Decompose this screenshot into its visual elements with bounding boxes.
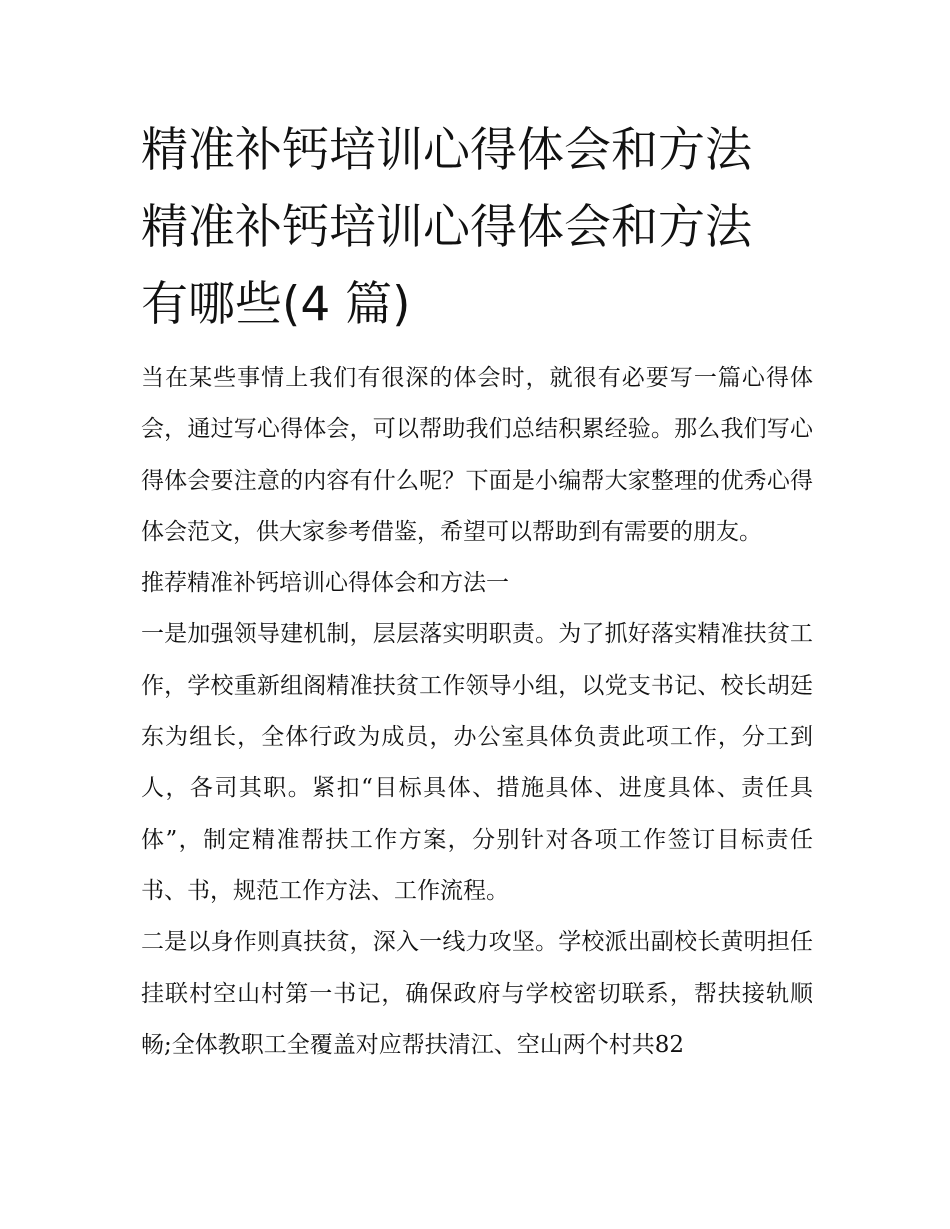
document-content [141, 112, 813, 1071]
title-line-1: 精准补钙培训心得体会和方法 [141, 123, 752, 178]
intro-paragraph: 当在某些事情上我们有很深的体会时，就很有必要写一篇心得体会，通过写心得体会，可以帮助我们总结积累经验。那么我们写心得体会要注意的内容有什么呢？下面是小编帮大家整理的优秀心得体会范文，供大家参考借鉴，希望可以帮助到有需要的朋友。 [141, 365, 813, 545]
title-line-2: 精准补钙培训心得体会和方法 [141, 200, 752, 255]
body-paragraph-2: 二是以身作则真扶贫，深入一线力攻坚。学校派出副校长黄明担任挂联村空山村第一书记，确保政府与学校密切联系，帮扶接轨顺畅;全体教职工全覆盖对应帮扶清江、空山两个村共82 [141, 929, 813, 1058]
document-title [141, 112, 813, 343]
document-body [141, 353, 813, 1071]
section-heading: 推荐精准补钙培训心得体会和方法一 [141, 570, 509, 597]
body-paragraph-1: 一是加强领导建机制，层层落实明职责。为了抓好落实精准扶贫工作，学校重新组阁精准扶贫工作领导小组，以党支书记、校长胡廷东为组长，全体行政为成员，办公室具体负责此项工作，分工到人，各司其职。紧扣“目标具体、措施具体、进度具体、责任具体”，制定精准帮扶工作方案，分别针对各项工作签订目标责任书、书，规范工作方法、工作流程。 [141, 621, 813, 904]
title-line-3: 有哪些(4 篇) [141, 277, 411, 332]
